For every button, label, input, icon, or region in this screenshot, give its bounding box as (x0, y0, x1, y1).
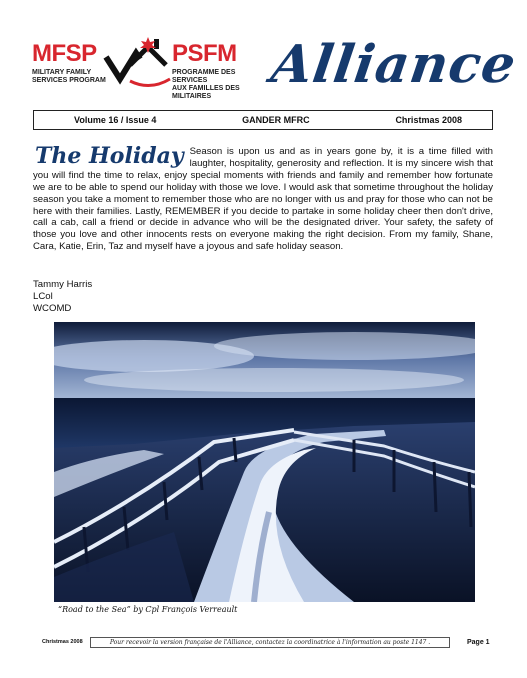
article-body: Season is upon us and as in years gone by, it is a time filled with laughter, hospitality, generosity and reflection. It is my sincere wish that you will find the time to relax, enjoy special moments with friends and family and remember how fortunate we are to be able to spend our holiday with those we love. I would ask that sometime throughout the holiday season you take a moment to remember those who are no longer with us and pray for those who can not be here with their families. Lastly, REMEMBER if you decide to partake in some holiday cheer then don't drive, call a cab, call a friend or decide in advance who will be the designated driver. Your safety, the safety of those you love and other innocents rests on everyone making the right decision. From my family, Shane, Cara, Katie, Erin, Taz and myself have a joyous and safe holiday season. (33, 146, 493, 253)
article-title: The Holiday (35, 143, 184, 169)
mfsp-logo (32, 40, 262, 110)
signature-position: WCOMD (33, 303, 72, 314)
signature (33, 279, 92, 315)
signature-name: Tammy Harris (33, 279, 93, 290)
program-name-fr (172, 69, 272, 101)
program-en-line2: SERVICES PROGRAM (32, 77, 106, 84)
signature-rank: LCol (33, 291, 53, 302)
road-to-the-sea-photo (54, 322, 475, 602)
program-name-en (32, 69, 112, 85)
newsletter-title: Alliance (267, 34, 521, 95)
maple-leaf-house-icon (100, 35, 172, 95)
footer-edition: Christmas 2008 (42, 639, 83, 645)
holiday-article (33, 143, 493, 253)
program-en-line1: MILITARY FAMILY (32, 69, 92, 76)
issue-volume: Volume 16 / Issue 4 (74, 115, 157, 125)
issue-edition: Christmas 2008 (395, 115, 462, 125)
issue-bar (33, 110, 493, 130)
program-fr-line2: AUX FAMILLES DES MILITAIRES (172, 85, 240, 100)
logo-psfm-text: PSFM (172, 40, 237, 67)
issue-center: GANDER MFRC (242, 115, 310, 125)
page-number: Page 1 (467, 639, 490, 646)
footer-french-notice: Pour recevoir la version française de l'Alliance, contactez la coordinatrice à l'information au poste 1147 . (90, 637, 450, 648)
photo-illustration (54, 322, 475, 602)
photo-caption: “Road to the Sea” by Cpl François Verreault (58, 605, 238, 614)
program-fr-line1: PROGRAMME DES SERVICES (172, 69, 236, 84)
logo-mfsp-text: MFSP (32, 40, 97, 67)
